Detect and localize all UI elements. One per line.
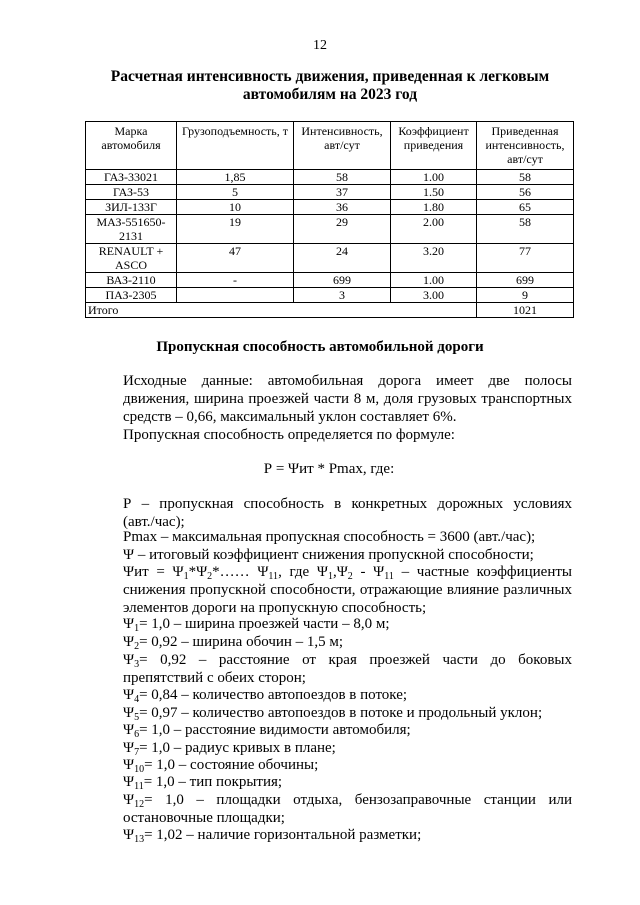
coef-text: = 1,0 – тип покрытия; — [143, 774, 283, 790]
total-label: Итого — [86, 303, 477, 318]
table-cell: ГАЗ-53 — [86, 185, 177, 200]
psi-symbol: Ψ — [123, 740, 135, 756]
subscript: 2 — [207, 571, 213, 582]
text-line: Исходные данные: автомобильная дорога имеет две полосы — [123, 373, 572, 389]
text-fragment: ,Ψ — [332, 564, 348, 580]
table-cell: - — [177, 273, 294, 288]
text-line — [86, 791, 572, 809]
table-cell: 2.00 — [391, 215, 477, 244]
coef-text: = 1,0 – площадки отдыха, бензозаправочные станции или — [144, 792, 572, 808]
coef-text: = 0,92 – расстояние от края проезжей части до боковых — [139, 652, 572, 668]
psi-symbol: Ψ — [123, 757, 135, 773]
table-row — [86, 215, 574, 244]
coef-text: = 1,0 – ширина проезжей части – 8,0 м; — [139, 616, 390, 632]
definition-pmax: Pmax – максимальная пропускная способность = 3600 (авт./час); — [123, 529, 536, 545]
table-cell: 1.00 — [391, 170, 477, 185]
table-row — [86, 200, 574, 215]
table-row — [86, 288, 574, 303]
psi-symbol: Ψ — [123, 722, 135, 738]
subscript: 10 — [134, 764, 145, 775]
definition-psi: Ψ – итоговый коэффициент снижения пропускной способности; — [123, 547, 534, 563]
table-cell: 58 — [477, 215, 574, 244]
table-cell: 58 — [294, 170, 391, 185]
text-fragment: *…… Ψ — [212, 564, 269, 580]
definition-p — [86, 495, 572, 531]
table-cell: 1.50 — [391, 185, 477, 200]
table-total-row — [86, 303, 574, 318]
subscript: 2 — [134, 641, 140, 652]
subscript: 7 — [134, 747, 140, 758]
text-fragment: , где Ψ — [278, 564, 328, 580]
table-cell: 699 — [477, 273, 574, 288]
coef-text: = 1,0 – расстояние видимости автомобиля; — [139, 722, 411, 738]
table-row — [86, 170, 574, 185]
coef-psi-2 — [86, 633, 572, 651]
coef-text: = 1,0 – радиус кривых в плане; — [139, 740, 336, 756]
subscript: 3 — [134, 659, 140, 670]
table-cell — [177, 288, 294, 303]
table-row — [86, 185, 574, 200]
coef-psi-3 — [86, 651, 572, 687]
coef-text: = 0,97 – количество автопоездов в потоке и продольный уклон; — [139, 705, 543, 721]
column-header: Интенсивность, авт/сут — [294, 122, 391, 170]
formula-intro: Пропускная способность определяется по формуле: — [123, 427, 455, 443]
text-line: средств – 0,66, максимальный уклон составляет 6%. — [123, 409, 457, 425]
text-fragment: *Ψ — [188, 564, 208, 580]
subscript: 1 — [134, 623, 140, 634]
psi-symbol: Ψ — [123, 774, 135, 790]
table-cell: 36 — [294, 200, 391, 215]
intensity-table — [85, 121, 574, 318]
column-header: Приведенная интенсивность, авт/сут — [477, 122, 574, 170]
total-value: 1021 — [477, 303, 574, 318]
text-line — [86, 651, 572, 669]
coef-text: = 1,0 – состояние обочины; — [144, 757, 319, 773]
section-heading: Пропускная способность автомобильной дороги — [156, 339, 484, 355]
table-cell: 9 — [477, 288, 574, 303]
text-fragment: - Ψ — [352, 564, 385, 580]
subscript: 4 — [134, 694, 140, 705]
subscript: 6 — [134, 729, 140, 740]
subscript: 11 — [268, 571, 279, 582]
text-line: остановочные площадки; — [123, 810, 285, 826]
title-line-1: Расчетная интенсивность движения, приведенная к легковым — [110, 68, 550, 85]
title-line-2: автомобилям на 2023 год — [242, 86, 418, 103]
table-cell: ВАЗ-2110 — [86, 273, 177, 288]
subscript: 11 — [134, 781, 144, 792]
table-cell: 65 — [477, 200, 574, 215]
coef-psi-12 — [86, 791, 572, 827]
intro-paragraph — [86, 372, 572, 426]
subscript: 11 — [384, 571, 394, 582]
table-row — [86, 244, 574, 273]
formula: Р = Ψит * Pmax, где: — [263, 461, 395, 477]
table-cell: ЗИЛ-133Г — [86, 200, 177, 215]
coef-psi-13 — [86, 826, 572, 844]
column-header: Коэффициент приведения — [391, 122, 477, 170]
text-line: препятствий с обеих сторон; — [123, 670, 306, 686]
document-title — [80, 68, 580, 104]
definition-psi-it — [86, 563, 572, 617]
table-cell: 47 — [177, 244, 294, 273]
psi-symbol: Ψ — [123, 634, 135, 650]
table-cell: 29 — [294, 215, 391, 244]
psi-symbol: Ψ — [123, 616, 135, 632]
table-cell: 19 — [177, 215, 294, 244]
table-cell: 5 — [177, 185, 294, 200]
table-header-row — [86, 122, 574, 170]
table-cell: 58 — [477, 170, 574, 185]
column-header: Грузоподъемность, т — [177, 122, 294, 170]
coef-psi-10 — [86, 756, 572, 774]
text-line: (авт./час); — [123, 514, 185, 530]
table-cell: 56 — [477, 185, 574, 200]
coef-psi-1 — [86, 615, 572, 633]
coef-text: = 0,84 – количество автопоездов в потоке; — [139, 687, 408, 703]
subscript: 2 — [347, 571, 353, 582]
table-cell: 1.80 — [391, 200, 477, 215]
table-cell: 37 — [294, 185, 391, 200]
table-cell: 1.00 — [391, 273, 477, 288]
table-cell: RENAULT + ASCO — [86, 244, 177, 273]
coef-psi-11 — [86, 773, 572, 791]
table-cell: 10 — [177, 200, 294, 215]
coef-psi-6 — [86, 721, 572, 739]
text-line: снижения пропускной способности, отражающие влияние различных — [123, 582, 572, 598]
table-cell: 3.00 — [391, 288, 477, 303]
table-cell: 24 — [294, 244, 391, 273]
table-cell: 3.20 — [391, 244, 477, 273]
psi-symbol: Ψ — [123, 705, 135, 721]
psi-symbol: Ψ — [123, 827, 135, 843]
psi-symbol: Ψ — [123, 687, 135, 703]
table-cell: 699 — [294, 273, 391, 288]
coef-psi-5 — [86, 704, 572, 722]
table-row — [86, 273, 574, 288]
text-fragment: Ψит = Ψ — [123, 564, 184, 580]
text-line: Р – пропускная способность в конкретных дорожных условиях — [123, 496, 572, 512]
column-header: Марка автомобиля — [86, 122, 177, 170]
table-cell: ПАЗ-2305 — [86, 288, 177, 303]
page-number: 12 — [313, 38, 327, 53]
table-cell: 1,85 — [177, 170, 294, 185]
coef-text: = 0,92 – ширина обочин – 1,5 м; — [139, 634, 344, 650]
subscript: 12 — [134, 799, 145, 810]
table-cell: 3 — [294, 288, 391, 303]
table-cell: МАЗ-551650-2131 — [86, 215, 177, 244]
subscript: 13 — [134, 834, 145, 845]
psi-symbol: Ψ — [123, 792, 135, 808]
coef-psi-7 — [86, 739, 572, 757]
subscript: 1 — [183, 571, 189, 582]
psi-symbol: Ψ — [123, 652, 135, 668]
coef-text: = 1,02 – наличие горизонтальной разметки; — [144, 827, 422, 843]
text-fragment: – частные коэффициенты — [393, 564, 572, 580]
text-line — [86, 563, 572, 581]
text-line: элементов дороги на пропускную способность; — [123, 600, 427, 616]
coef-psi-4 — [86, 686, 572, 704]
subscript: 5 — [134, 712, 140, 723]
subscript: 1 — [327, 571, 333, 582]
text-line: движения, ширина проезжей части 8 м, доля грузовых транспортных — [123, 391, 572, 407]
table-cell: 77 — [477, 244, 574, 273]
table-cell: ГАЗ-33021 — [86, 170, 177, 185]
